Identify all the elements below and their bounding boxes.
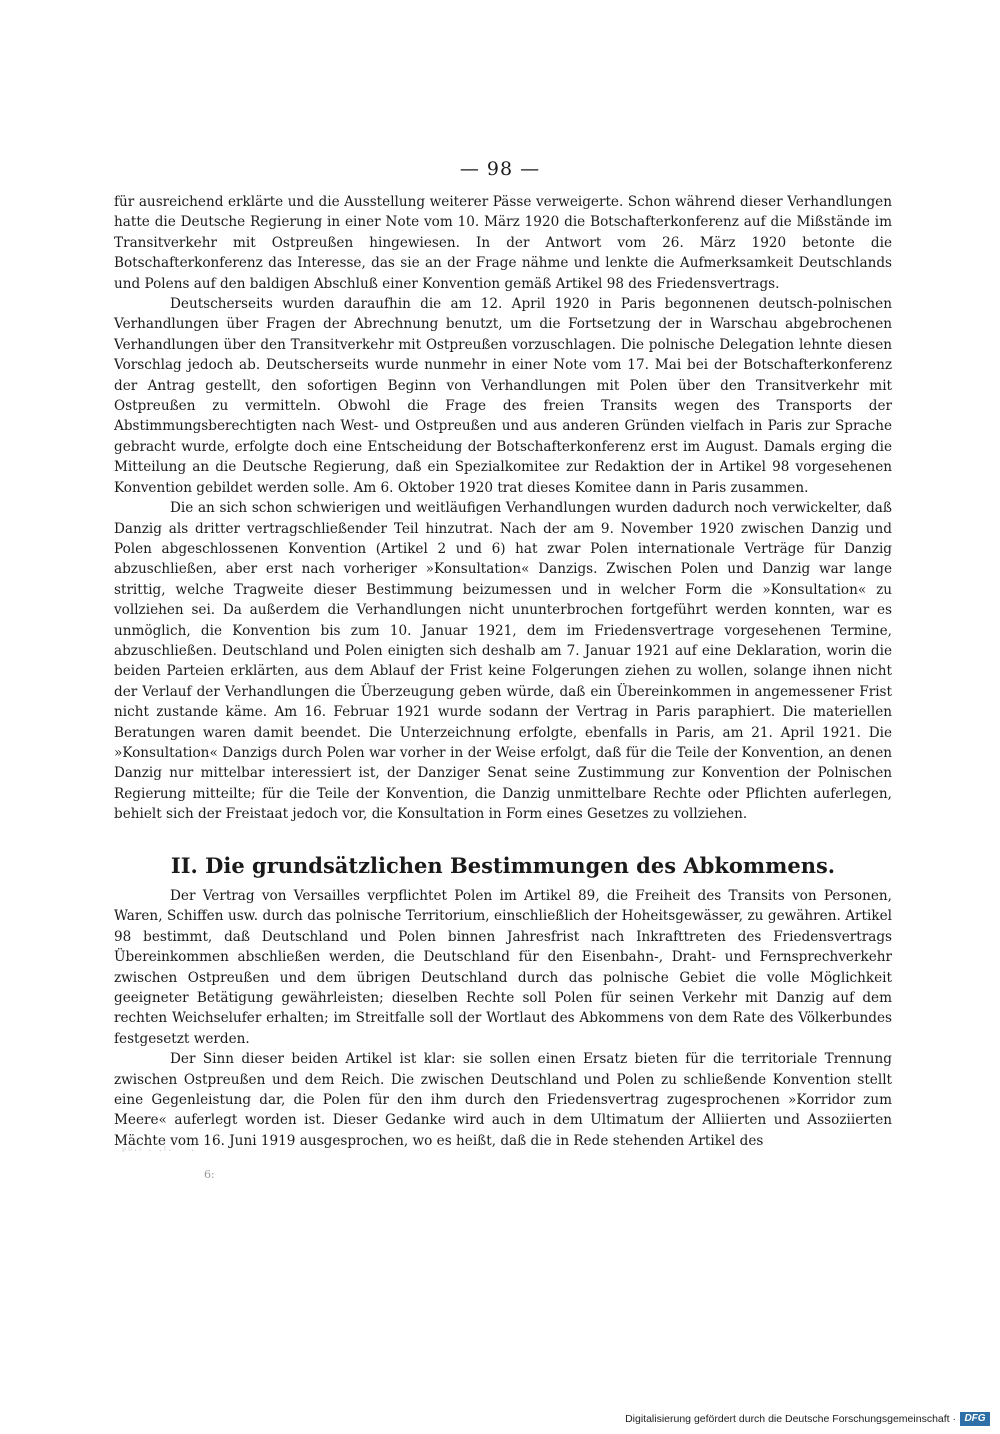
paragraph: Deutscherseits wurden daraufhin die am 12. April 1920 in Paris begonnenen deutsch-polnischen Verhandlungen über Fragen der Abrechnung benutzt, um die Fortsetzung der in Warschau abgebrochenen Verhandlungen über den Transitverkehr mit Ostpreußen vorzuschlagen. Die polnische Delegation lehnte diesen Vorschlag jedoch ab. Deutscherseits wurde nunmehr in einer Note vom 17. Mai bei der Botschafterkonferenz der Antrag gestellt, den sofortigen Beginn von Verhandlungen mit Polen über den Transitverkehr mit Ostpreußen zu vermitteln. Obwohl die Frage des freien Transits wegen des Transports der Abstimmungsberechtigten nach West- und Ostpreußen und aus anderen Gründen vielfach in Paris zur Sprache gebracht wurde, erfolgte doch eine Entscheidung der Botschafterkonferenz erst im August. Damals erging die Mitteilung an die Deutsche Regierung, daß ein Spezialkomitee zur Redaktion der in Artikel 98 vorgesehenen Konvention gebildet werden solle. Am 6. Oktober 1920 trat dieses Komitee dann in Paris zusammen. [114, 296, 892, 496]
dfg-logo: DFG [960, 1412, 990, 1426]
funding-note: Digitalisierung gefördert durch die Deutsche Forschungsgemeinschaft · [625, 1413, 956, 1425]
scan-smudge-marks: ᵖᵇ·ⁱ · ·ˡ· ˙ · [122, 1146, 197, 1157]
paragraph: Der Vertrag von Versailles verpflichtet Polen im Artikel 89, die Freiheit des Transits von Personen, Waren, Schiffen usw. durch das polnische Territorium, einschließlich der Hoheitsgewässer, zu gewähren. Artikel 98 bestimmt, daß Deutschland und Polen binnen Jahresfrist nach Inkrafttreten des Friedensvertrags Übereinkommen abschließen werden, die Deutschland für den Eisenbahn-, Draht- und Fernsprechverkehr zwischen Ostpreußen und dem übrigen Deutschland durch das polnische Gebiet die volle Möglichkeit geeigneter Betätigung gewährleisten; dieselben Rechte soll Polen für seinen Verkehr mit Danzig auf dem rechten Weichselufer erhalten; im Streitfalle soll der Wortlaut des Abkommens von dem Rate des Völkerbundes festgesetzt werden. [114, 888, 892, 1047]
paragraph: Die an sich schon schwierigen und weitläufigen Verhandlungen wurden dadurch noch verwickelter, daß Danzig als dritter vertragschließender Teil hinzutrat. Nach der am 9. November 1920 zwischen Danzig und Polen abgeschlossenen Konvention (Artikel 2 und 6) hat zwar Polen internationale Verträge für Danzig abzuschließen, aber erst nach vorheriger »Konsultation« Danzigs. Zwischen Polen und Danzig war lange strittig, welche Tragweite dieser Bestimmung beizumessen und in welcher Form die »Konsultation« zu vollziehen sei. Da außerdem die Verhandlungen nicht ununterbrochen fortgeführt werden konnten, war es unmöglich, die Konvention bis zum 10. Januar 1921, dem im Friedensvertrage vorgesehenen Termine, abzuschließen. Deutschland und Polen einigten sich deshalb am 7. Januar 1921 auf eine Deklaration, worin die beiden Parteien erklärten, aus dem Ablauf der Frist keine Folgerungen ziehen zu wollen, solange ihnen nicht der Verlauf der Verhandlungen die Überzeugung geben würde, daß ein Übereinkommen in angemessener Frist nicht zustande käme. Am 16. Februar 1921 wurde sodann der Vertrag in Paris paraphiert. Die materiellen Beratungen waren damit beendet. Die Unterzeichnung erfolgte, ebenfalls in Paris, am 21. April 1921. Die »Konsultation« Danzigs durch Polen war vorher in der Weise erfolgt, daß für die Teile der Konvention, an denen Danzig nur mittelbar interessiert ist, der Danziger Senat seine Zustimmung zur Konvention der Polnischen Regierung mitteilte; für die Teile der Konvention, die Danzig unmittelbare Rechte oder Pflichten auferlegen, behielt sich der Freistaat jedoch vor, die Konsultation in Form eines Gesetzes zu vollziehen. [114, 500, 892, 823]
page-number: — 98 — [459, 158, 541, 180]
paragraph: Der Sinn dieser beiden Artikel ist klar: sie sollen einen Ersatz bieten für die territoriale Trennung zwischen Ostpreußen und dem Reich. Die zwischen Deutschland und Polen zu schließende Konvention stellt eine Gegenleistung dar, die Polen für den ihm durch den Friedensvertrag zugesprochenen »Korridor zum Meere« auferlegt worden ist. Dieser Gedanke wird auch in dem Ultimatum der Alliierten und Assoziierten Mächte vom 16. Juni 1919 ausgesprochen, wo es heißt, daß die in Rede stehenden Artikel des [114, 1051, 892, 1149]
paragraph: für ausreichend erklärte und die Ausstellung weiterer Pässe verweigerte. Schon während dieser Verhandlungen hatte die Deutsche Regierung in einer Note vom 10. März 1920 die Botschafterkonferenz auf die Mißstände im Transitverkehr mit Ostpreußen hingewiesen. In der Antwort vom 26. März 1920 betonte die Botschafterkonferenz das Interesse, das sie an der Frage nähme und lenkte die Aufmerksamkeit Deutschlands und Polens auf den baldigen Abschluß einer Konvention gemäß Artikel 98 des Friedensvertrags. [114, 194, 892, 292]
body-text-top [114, 192, 892, 825]
body-text-bottom [114, 886, 892, 1151]
scan-small-mark: 6: [204, 1168, 215, 1181]
section-heading: II. Die grundsätzlichen Bestimmungen des Abkommens. [170, 853, 836, 878]
